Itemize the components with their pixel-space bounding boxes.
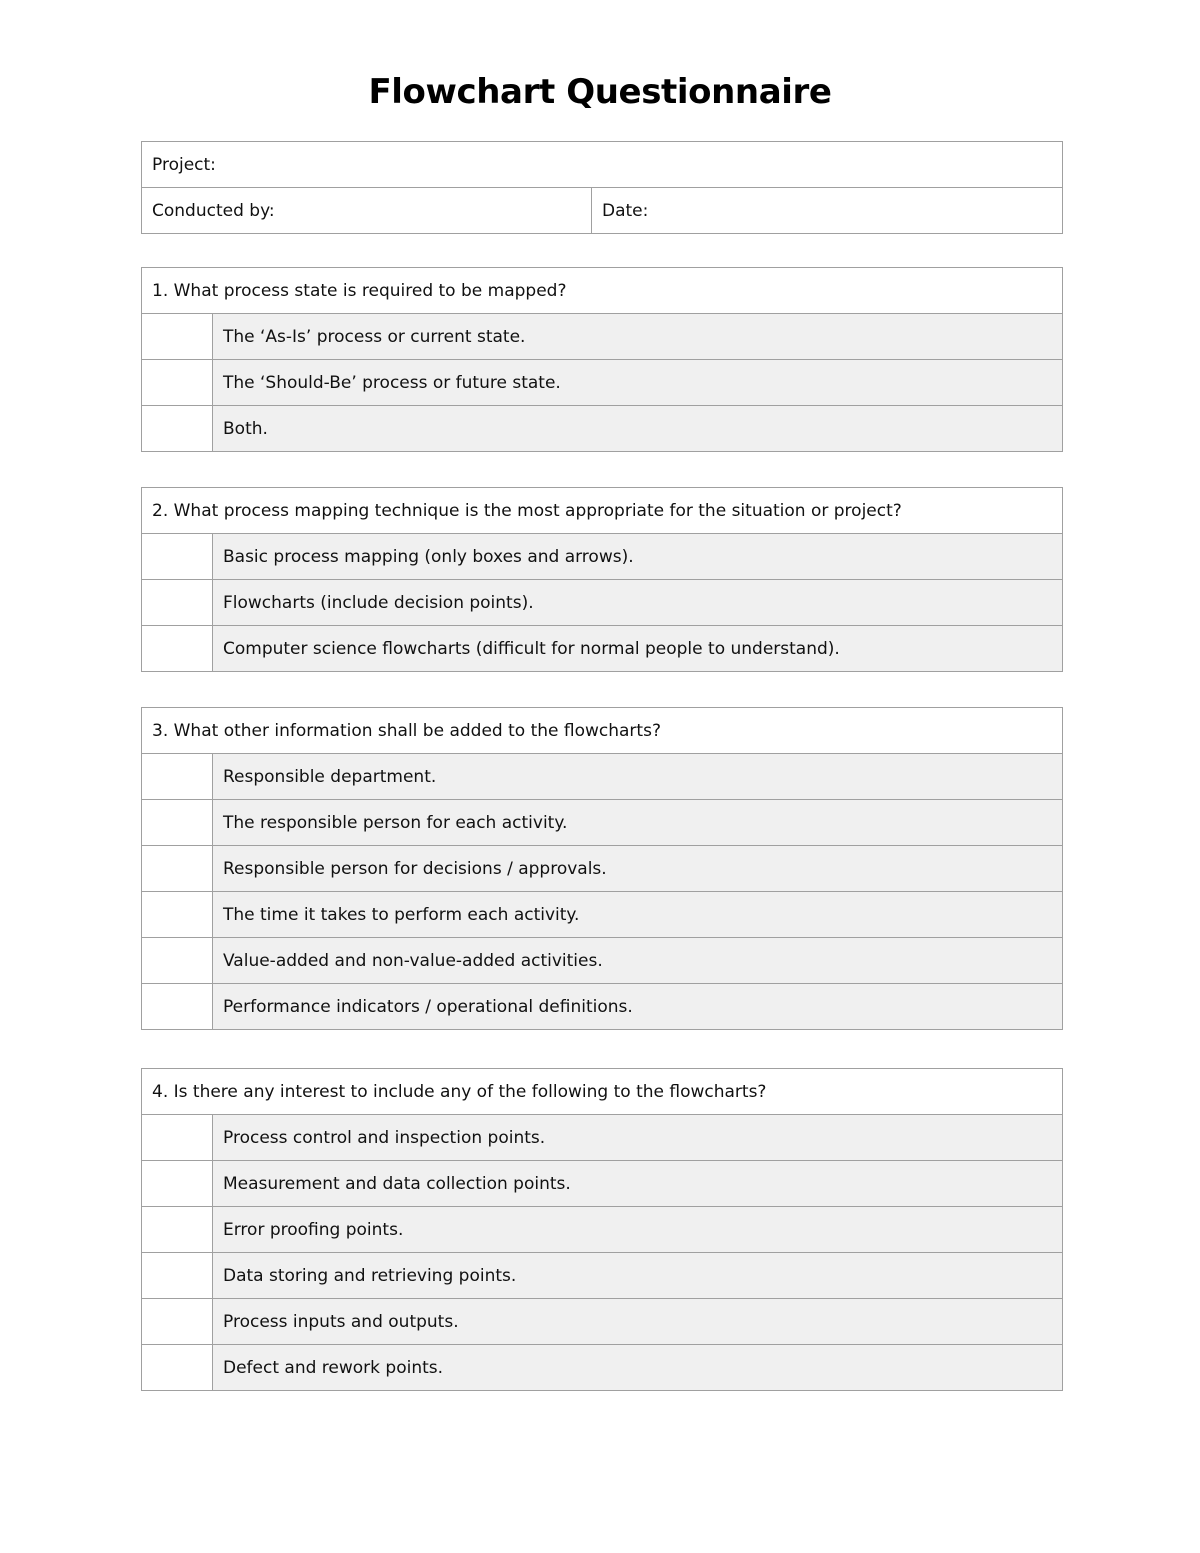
option-label: The time it takes to perform each activity. xyxy=(213,892,1063,938)
option-row xyxy=(142,846,1063,892)
option-label: Performance indicators / operational definitions. xyxy=(213,984,1063,1030)
option-row xyxy=(142,1299,1063,1345)
option-row xyxy=(142,626,1063,672)
checkbox-cell[interactable] xyxy=(142,938,213,984)
option-label: Process control and inspection points. xyxy=(213,1115,1063,1161)
option-row xyxy=(142,534,1063,580)
option-label: Error proofing points. xyxy=(213,1207,1063,1253)
checkbox-cell[interactable] xyxy=(142,1207,213,1253)
question-3-table xyxy=(141,707,1063,1030)
option-row xyxy=(142,984,1063,1030)
question-1-table xyxy=(141,267,1063,452)
project-label: Project: xyxy=(152,154,216,175)
option-row xyxy=(142,800,1063,846)
checkbox-cell[interactable] xyxy=(142,580,213,626)
checkbox-cell[interactable] xyxy=(142,406,213,452)
option-label: Both. xyxy=(213,406,1063,452)
option-row xyxy=(142,754,1063,800)
header-table xyxy=(141,141,1063,234)
option-label: Data storing and retrieving points. xyxy=(213,1253,1063,1299)
checkbox-cell[interactable] xyxy=(142,1161,213,1207)
option-label: Responsible department. xyxy=(213,754,1063,800)
checkbox-cell[interactable] xyxy=(142,626,213,672)
checkbox-cell[interactable] xyxy=(142,754,213,800)
option-row xyxy=(142,1345,1063,1391)
option-row xyxy=(142,1115,1063,1161)
option-label: Flowcharts (include decision points). xyxy=(213,580,1063,626)
checkbox-cell[interactable] xyxy=(142,1115,213,1161)
checkbox-cell[interactable] xyxy=(142,892,213,938)
date-label: Date: xyxy=(602,200,649,221)
option-row xyxy=(142,1161,1063,1207)
checkbox-cell[interactable] xyxy=(142,314,213,360)
option-label: Process inputs and outputs. xyxy=(213,1299,1063,1345)
conducted-by-field[interactable] xyxy=(142,188,592,234)
option-row xyxy=(142,1207,1063,1253)
question-4-table xyxy=(141,1068,1063,1391)
option-label: Defect and rework points. xyxy=(213,1345,1063,1391)
checkbox-cell[interactable] xyxy=(142,800,213,846)
option-label: Basic process mapping (only boxes and arrows). xyxy=(213,534,1063,580)
checkbox-cell[interactable] xyxy=(142,360,213,406)
question-2-text: 2. What process mapping technique is the most appropriate for the situation or project? xyxy=(142,488,1063,534)
option-label: The ‘Should-Be’ process or future state. xyxy=(213,360,1063,406)
option-label: Responsible person for decisions / approvals. xyxy=(213,846,1063,892)
option-label: Computer science flowcharts (difficult for normal people to understand). xyxy=(213,626,1063,672)
checkbox-cell[interactable] xyxy=(142,846,213,892)
checkbox-cell[interactable] xyxy=(142,1253,213,1299)
checkbox-cell[interactable] xyxy=(142,984,213,1030)
option-row xyxy=(142,580,1063,626)
option-label: The ‘As-Is’ process or current state. xyxy=(213,314,1063,360)
project-row xyxy=(142,142,1063,188)
checkbox-cell[interactable] xyxy=(142,1299,213,1345)
checkbox-cell[interactable] xyxy=(142,1345,213,1391)
option-row xyxy=(142,406,1063,452)
option-label: Measurement and data collection points. xyxy=(213,1161,1063,1207)
question-2-table xyxy=(141,487,1063,672)
conducted-by-label: Conducted by: xyxy=(152,200,275,221)
option-row xyxy=(142,360,1063,406)
question-4-text: 4. Is there any interest to include any of the following to the flowcharts? xyxy=(142,1069,1063,1115)
question-3-text: 3. What other information shall be added to the flowcharts? xyxy=(142,708,1063,754)
project-field[interactable] xyxy=(142,142,1063,188)
question-1-text: 1. What process state is required to be mapped? xyxy=(142,268,1063,314)
option-row xyxy=(142,314,1063,360)
option-row xyxy=(142,1253,1063,1299)
option-row xyxy=(142,892,1063,938)
checkbox-cell[interactable] xyxy=(142,534,213,580)
date-field[interactable] xyxy=(592,188,1063,234)
option-row xyxy=(142,938,1063,984)
option-label: Value-added and non-value-added activities. xyxy=(213,938,1063,984)
conducted-date-row xyxy=(142,188,1063,234)
page-title: Flowchart Questionnaire xyxy=(368,72,832,112)
option-label: The responsible person for each activity. xyxy=(213,800,1063,846)
